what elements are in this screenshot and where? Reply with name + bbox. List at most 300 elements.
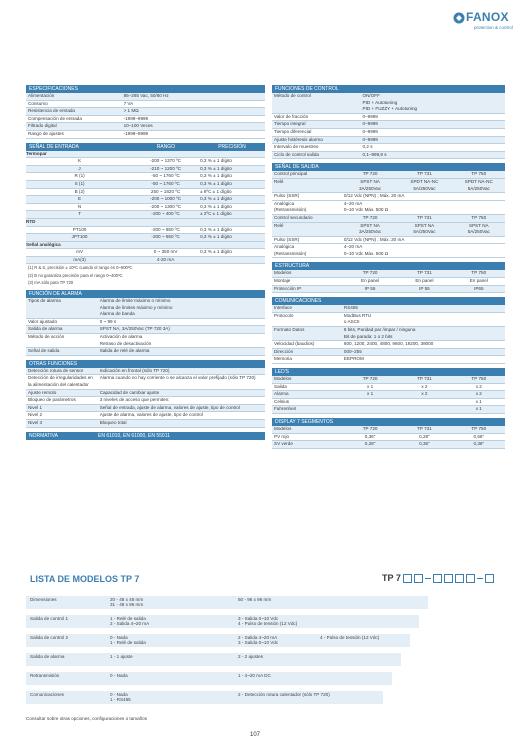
row-cell: x 2 [475,383,482,389]
signal-cell: 4-20 mA [156,256,175,262]
table-row [272,129,505,137]
table-row [26,123,265,131]
row-cell: x 2 [421,383,428,389]
model-row-options-b: 3 - Salida 0~10 Vdc 4 - Pulso de tensión (12 Vdc) [238,616,298,626]
row-cell: SPST NA 5A/250Vac [413,222,436,235]
header-cell: RANGO [156,143,176,150]
row-cell: x 1 [475,398,482,404]
signal-name: S (1) [74,180,85,186]
row-label: Control secundario [274,214,313,220]
row-cell: 0,28" [419,433,430,439]
model-row-label: Dimensiones [30,597,57,602]
model-row-bar [26,653,401,666]
table-row [272,305,505,313]
row-cell: En panel [361,278,380,284]
table-row [26,227,265,235]
row-label: Relé [274,222,284,228]
signal-name: R (1) [74,173,85,179]
row-label: Filtrado digital [28,123,57,129]
signal-cell: 0 ~ 350 mV [153,249,178,255]
table-row [26,181,265,189]
row-cell: TP 720 [362,214,378,220]
row-value: 85–265 Vac, 50/60 Hz [123,93,169,98]
signal-cell: -200 ~ 1370 ºC [150,158,182,164]
row-label: Analógica (Retransmisión) [274,244,307,256]
row-label: Resistencia de entrada [28,108,75,114]
row-value: RS485 [343,305,358,311]
section-header [26,432,265,440]
header-title: ESPECIFICACIONES [29,86,78,92]
row-label: Detección de irregularidades en la alimentación del calentador [28,375,93,388]
row-label: Valor de fracción [274,113,309,119]
input-note: (1) R & S, precisión ± 10ºC cuando el rango es 0~500ºC [28,265,133,271]
row-cell: TP 750 [471,425,487,431]
output-section [272,163,505,258]
row-label: Tipos de alarma [28,298,61,304]
signal-cell: -200 ~ 1300 ºC [150,203,182,209]
row-cell [342,406,396,413]
table-row [272,270,505,278]
table-row [272,384,505,392]
model-row-options-a: 0 - Nada [110,673,128,678]
row-label: Ajuste remoto [28,389,57,395]
row-label: Analógica (Retransmisión) [274,200,307,213]
row-label: Valor ajustado [28,318,58,324]
row-cell: TP 720 [362,376,378,381]
table-row [272,171,505,179]
table-row [26,211,265,219]
table-row [26,204,265,212]
row-value: 7 VA [123,100,134,106]
header-title: ESTRUCTURA [275,263,310,270]
row-label: Bloqueo de parámetros [28,397,76,403]
row-cell: TP 720 [362,425,378,431]
table-row [26,412,265,420]
row-value: 0/12 Vdc (NPN) ; Máx. 20 mA [343,236,405,242]
row-label: Nivel 1 [28,404,43,410]
table-row [272,152,505,160]
model-row-options-b: 1 - 4~20 mA DC [238,673,271,678]
row-cell: 0,36" [364,433,376,439]
table-row [272,93,505,114]
signal-cell: -200 ~ 650 ºC [151,234,180,240]
model-row-options-a: 20 - 48 x 48 mm 31 - 48 x 96 mm [110,597,144,607]
table-row [272,244,505,258]
row-value: Señal de entrada, ajuste de alarma, valores de ajuste, tipo de control [99,404,240,410]
table-row [272,341,505,349]
row-label: Compensación de entrada [28,115,82,121]
signal-name: J [78,165,81,171]
brand-name: FANOX [466,10,509,24]
model-row-options-b: 2 - Salida 4~20 mA 3 - Salida 0~10 Vdc [238,635,279,645]
row-cell: TP 720 [362,171,378,177]
page-number: 107 [250,732,261,738]
input-note: (2) B no garantiza precisión para el rango 0~400ºC [28,272,123,278]
section-header [26,290,265,298]
table-row [26,257,265,265]
signal-cell: ± 2ºC ± 1 dígito [200,211,232,217]
row-label: Tiempo diferencial [274,128,312,134]
model-code [382,573,494,583]
row-value: 0–9999 [362,136,378,142]
table-row [26,405,265,413]
signal-name: JPT100 [71,234,88,240]
row-label: Protección IP [274,285,302,291]
header-cell: PRECISIÓN [218,143,246,150]
left-column [26,85,265,444]
row-label: Control principal [274,171,308,177]
model-row-options-a: 0 - Nada 1 - RS485 [110,692,131,702]
signal-cell: -210 ~ 1200 ºC [150,165,182,171]
section-header [272,85,505,93]
row-cell: TP 731 [417,270,432,276]
input-note: (3) mA sólo para TP 720 [28,279,74,285]
row-value: 0/12 Vdc (NPN) ; Máx. 20 mA [343,193,405,199]
row-label: Nivel 2 [28,412,43,418]
table-row [272,286,505,294]
row-cell [342,399,396,406]
signal-cell: -200 ~ 400 ºC [151,211,180,217]
model-row-label: Retransmisión [30,673,60,678]
table-row [26,249,265,257]
leds-section [272,368,505,414]
row-label: Consumo [28,100,48,106]
signal-cell: -50 ~ 1760 ºC [151,173,180,179]
table-row [272,349,505,357]
section-header [272,368,505,376]
row-cell: 0,56" [473,433,485,439]
row-label: SV verde [274,441,293,447]
row-label: Protocolo [274,312,294,318]
table-row [272,434,505,442]
row-label: Rango de ajustes [28,130,64,136]
signal-name: PT100 [72,226,87,232]
control-section [272,85,505,159]
table-row [272,114,505,122]
row-cell: IP 55 [364,285,376,291]
model-row-label: Salida de control 1 [30,616,69,621]
row-label: Método de acción [28,334,65,340]
row-value: 0,2 s [362,144,373,150]
header-title: DISPLAY 7 SEGMENTOS [275,418,334,425]
row-cell [396,406,450,413]
comms-section [272,297,505,364]
table-row [26,173,265,181]
row-cell: TP 731 [417,376,432,381]
display-section [272,418,505,449]
row-label: Relé [274,178,284,184]
model-row-options-b: 2 - 2 ajustes [238,654,264,659]
header-title: OTRAS FUNCIONES [29,360,78,367]
row-cell: TP 750 [471,376,487,381]
row-label: Salida de alarma [28,326,63,332]
signal-cell [198,257,265,264]
row-label: Fahrenheit [274,406,296,412]
table-row [272,406,505,414]
row-value: ModBus RTU o ASCII [343,312,372,325]
table-row [26,420,265,428]
brand-tagline: protection & control [474,25,513,30]
header-title: LED'S [275,369,290,375]
signal-cell: 0,3 % ± 1 dígito [200,234,232,240]
signal-name: B (2) [74,188,85,194]
row-cell: SPST NA 3A/250Vac [359,222,382,235]
row-label: Celsius [274,398,290,404]
table-row [26,196,265,204]
signal-cell: 0,3 % ± 1 dígito [200,165,232,171]
row-cell: TP 720 [362,270,378,276]
row-cell: En panel [469,278,488,284]
row-value: 0–9999 [362,121,378,127]
row-label: Ciclo de control salida [274,151,319,157]
header-title: NORMATIVA [29,432,58,439]
row-value: 600, 1200, 2400, 4800, 9600, 19200, 38000 [343,341,434,347]
header-title: SEÑAL DE SALIDA [275,164,319,171]
signal-name: K [78,158,82,164]
table-row [272,441,505,449]
section-header [26,360,265,368]
header-title: COMUNICACIONES [275,298,322,305]
section-header [272,297,505,305]
row-cell: x 1 [367,391,374,397]
table-row [26,397,265,405]
table-row [26,390,265,398]
row-cell: En panel [415,278,434,284]
other-functions-section [26,360,265,428]
table-row [26,166,265,174]
input-section [26,143,265,287]
row-label: Intervalo de muestreo [274,144,319,150]
row-value: 0,1–999,9 s [362,151,387,157]
table-row [26,93,265,101]
table-row [272,137,505,145]
row-cell: SPDT NA-NC 5A/250Vac [410,178,439,191]
row-value: Activación de alarma Retraso de desactivación [99,334,152,346]
row-cell: TP 731 [417,214,432,220]
table-row [26,368,265,376]
signal-cell: 0,3 % ± 1 dígito [200,203,232,209]
row-label: Pulso (SSR) [274,193,300,199]
table-row [272,327,505,341]
row-label: Velocidad (baudios) [274,341,315,347]
row-value: EEPROM [343,356,364,362]
signal-cell: 0,3 % ± 1 dígito [200,249,232,255]
row-value: ON/OFF PID + Autotuning PID + FUZZY + Autotuning [362,93,418,112]
table-row [272,376,505,384]
models-title: LISTA DE MODELOS TP 7 [30,574,140,584]
row-value: Alarma de límite máximo o mínimo Alarma de límites máximo y mínimo Alarma de banda [99,298,173,317]
row-value: SPST NA, 3A/250Vac (TP 720 3A) [99,326,170,332]
row-value: 000–255 [343,348,362,354]
row-cell: 0,36" [419,441,430,447]
signal-cell: -200 ~ 850 ºC [151,226,180,232]
signal-name: mV [76,249,84,255]
row-label: Pulso (SSR) [274,236,300,242]
row-cell: SPDT NA-NC 5A/250Vac [464,178,493,191]
model-row-bar [26,672,392,685]
row-value: 0–9999 [362,128,378,134]
signal-cell: 0,3 % ± 1 dígito [200,226,232,232]
row-label: Modelos [274,270,292,276]
header-title: FUNCIÓN DE ALARMA [29,291,82,298]
table-row [272,179,505,193]
row-cell: 0,28" [364,441,376,447]
table-row [272,223,505,237]
model-row-label: Comunicaciones [30,692,64,697]
row-label: Tiempo integral [274,121,306,127]
row-cell: IP65 [474,285,484,291]
table-row [272,144,505,152]
table-row [26,348,265,356]
signal-cell: 250 ~ 1820 ºC [150,188,181,194]
section-header [272,418,505,426]
table-row [26,326,265,334]
row-value: -1999–9999 [123,115,149,121]
row-value: 10–100 Veces [123,123,153,129]
header-title: FUNCIONES DE CONTROL [275,86,339,92]
signal-name: E [78,196,82,202]
table-row [272,201,505,215]
specs-section [26,85,265,139]
group-header: Señal analógica [26,242,265,250]
row-label: Modelos [274,376,292,381]
table-row [26,319,265,327]
signal-cell: 0,3 % ± 1 dígito [200,196,232,202]
row-cell: SPST NA 5A/250Vac [467,222,490,235]
table-row [272,215,505,223]
alarm-section [26,290,265,356]
table-row [272,426,505,434]
row-label: Modelos [274,425,292,431]
model-row-bar [26,596,428,609]
row-value: Bloqueo total [99,419,127,425]
table-row [26,189,265,197]
fanox-logo-icon [453,12,465,24]
table-row [272,391,505,399]
signal-cell: -50 ~ 1760 ºC [151,180,180,186]
signal-name: mA(3) [73,256,86,262]
model-row-label: Salida de control 2 [30,635,69,640]
model-row-bar [26,615,419,628]
model-row-options-b: 2 - Detección rotura calentador (sólo TP 720) [238,692,330,697]
signal-cell: ± 8ºC ± 1 dígito [200,188,232,194]
row-label: Dirección [274,348,294,354]
row-cell: TP 750 [471,214,487,220]
signal-name: N [77,203,82,209]
model-row-options-a: 1 - 1 ajuste [110,654,133,659]
norms-value: EN 61010, EN 61000, EN 55011 [97,432,170,439]
table-row [272,278,505,286]
row-value: 8 bits, Paridad par /impar / ninguna Bit de parada: 1 o 2 bits [343,327,416,339]
signal-cell: 0,3 % ± 1 dígito [200,180,232,186]
row-label: PV rojo [274,433,290,439]
signal-cell: 0,3 % ± 1 dígito [200,173,232,179]
norms-section [26,432,265,440]
table-row [272,237,505,245]
row-cell: x 2 [421,391,428,397]
row-cell: x 2 [475,391,482,397]
row-label: Señal de salida [28,348,60,354]
row-value: Capacidad de cambiar ajuste [99,389,160,395]
model-row-options-a: 1 - Relé de salida 2 - Salida 4~20 mA [110,616,150,626]
table-row [26,116,265,124]
table-row [26,375,265,389]
row-value: Alarma cuando no hay corriente o se alcanza el valor prefijado (sólo TP 720) [99,375,256,381]
section-header [272,163,505,171]
row-label: Salida [274,383,287,389]
row-cell: IP 55 [419,285,430,291]
table-row [26,158,265,166]
row-cell: SPST NA 3A/250Vac [359,178,382,191]
table-row [272,356,505,364]
row-label: Alarma [274,391,289,397]
table-row [26,298,265,319]
section-header [26,143,265,151]
row-label: Ajuste histéresis alarma [274,136,323,142]
signal-cell: -200 ~ 1000 ºC [150,196,182,202]
signal-cell: 0,3 % ± 1 dígito [200,158,232,164]
model-row-options-a: 0 - Nada 1 - Relé de salida [110,635,146,645]
table-row [272,193,505,201]
table-row [26,108,265,116]
model-code-prefix: TP 7 [382,573,401,583]
row-label: Método de control [274,93,311,98]
row-label: Detección rotura de sensor [28,367,84,373]
table-row [272,313,505,327]
row-label: Formato Datos [274,327,305,333]
model-row-options-b: 50 - 96 x 96 mm [238,597,272,602]
row-value: > 1 MΩ [123,108,139,114]
group-header: Termopar [26,151,265,159]
row-cell: x 1 [367,383,374,389]
group-header: RTD [26,219,265,227]
header-cell: SEÑAL DE ENTRADA [29,143,79,150]
row-value: Indicación en frontal (sólo TP 720) [99,367,170,373]
row-cell: TP 750 [471,171,487,177]
row-value: Salida de relé de alarma [99,348,150,354]
table-row [272,121,505,129]
row-value: 4–20 mA 0–10 Vdc Máx. 500 Ω [343,200,389,213]
row-cell: TP 731 [417,425,432,431]
row-value: 3 niveles de acceso que permiten: [99,397,170,403]
section-header [272,262,505,270]
row-value: 4–20 mA 0–10 Vdc Máx. 500 Ω [343,244,389,256]
row-value: 0–9999 [362,113,378,119]
table-row [26,131,265,139]
table-row [272,399,505,407]
row-label: Alimentación [28,93,55,98]
table-row [26,101,265,109]
row-value: -1999–9999 [123,130,149,136]
row-cell [396,399,450,406]
model-row-options-c: 4 - Pulso de tensión (12 Vdc) [320,635,380,640]
row-label: Montaje [274,278,291,284]
model-row-label: Salida de alarma [30,654,65,659]
table-row [26,334,265,348]
row-cell: TP 750 [471,270,487,276]
section-header [26,85,265,93]
row-value: 0 ~ 99 s [99,318,117,324]
table-row [26,234,265,242]
row-label: Memoria [274,356,292,362]
row-cell: x 1 [475,406,482,412]
row-label: Nivel 3 [28,419,43,425]
row-cell: TP 731 [417,171,432,177]
row-label: Interface [274,305,292,311]
structure-section [272,262,505,293]
signal-name: T [78,211,81,217]
row-cell: 0,36" [473,441,485,447]
